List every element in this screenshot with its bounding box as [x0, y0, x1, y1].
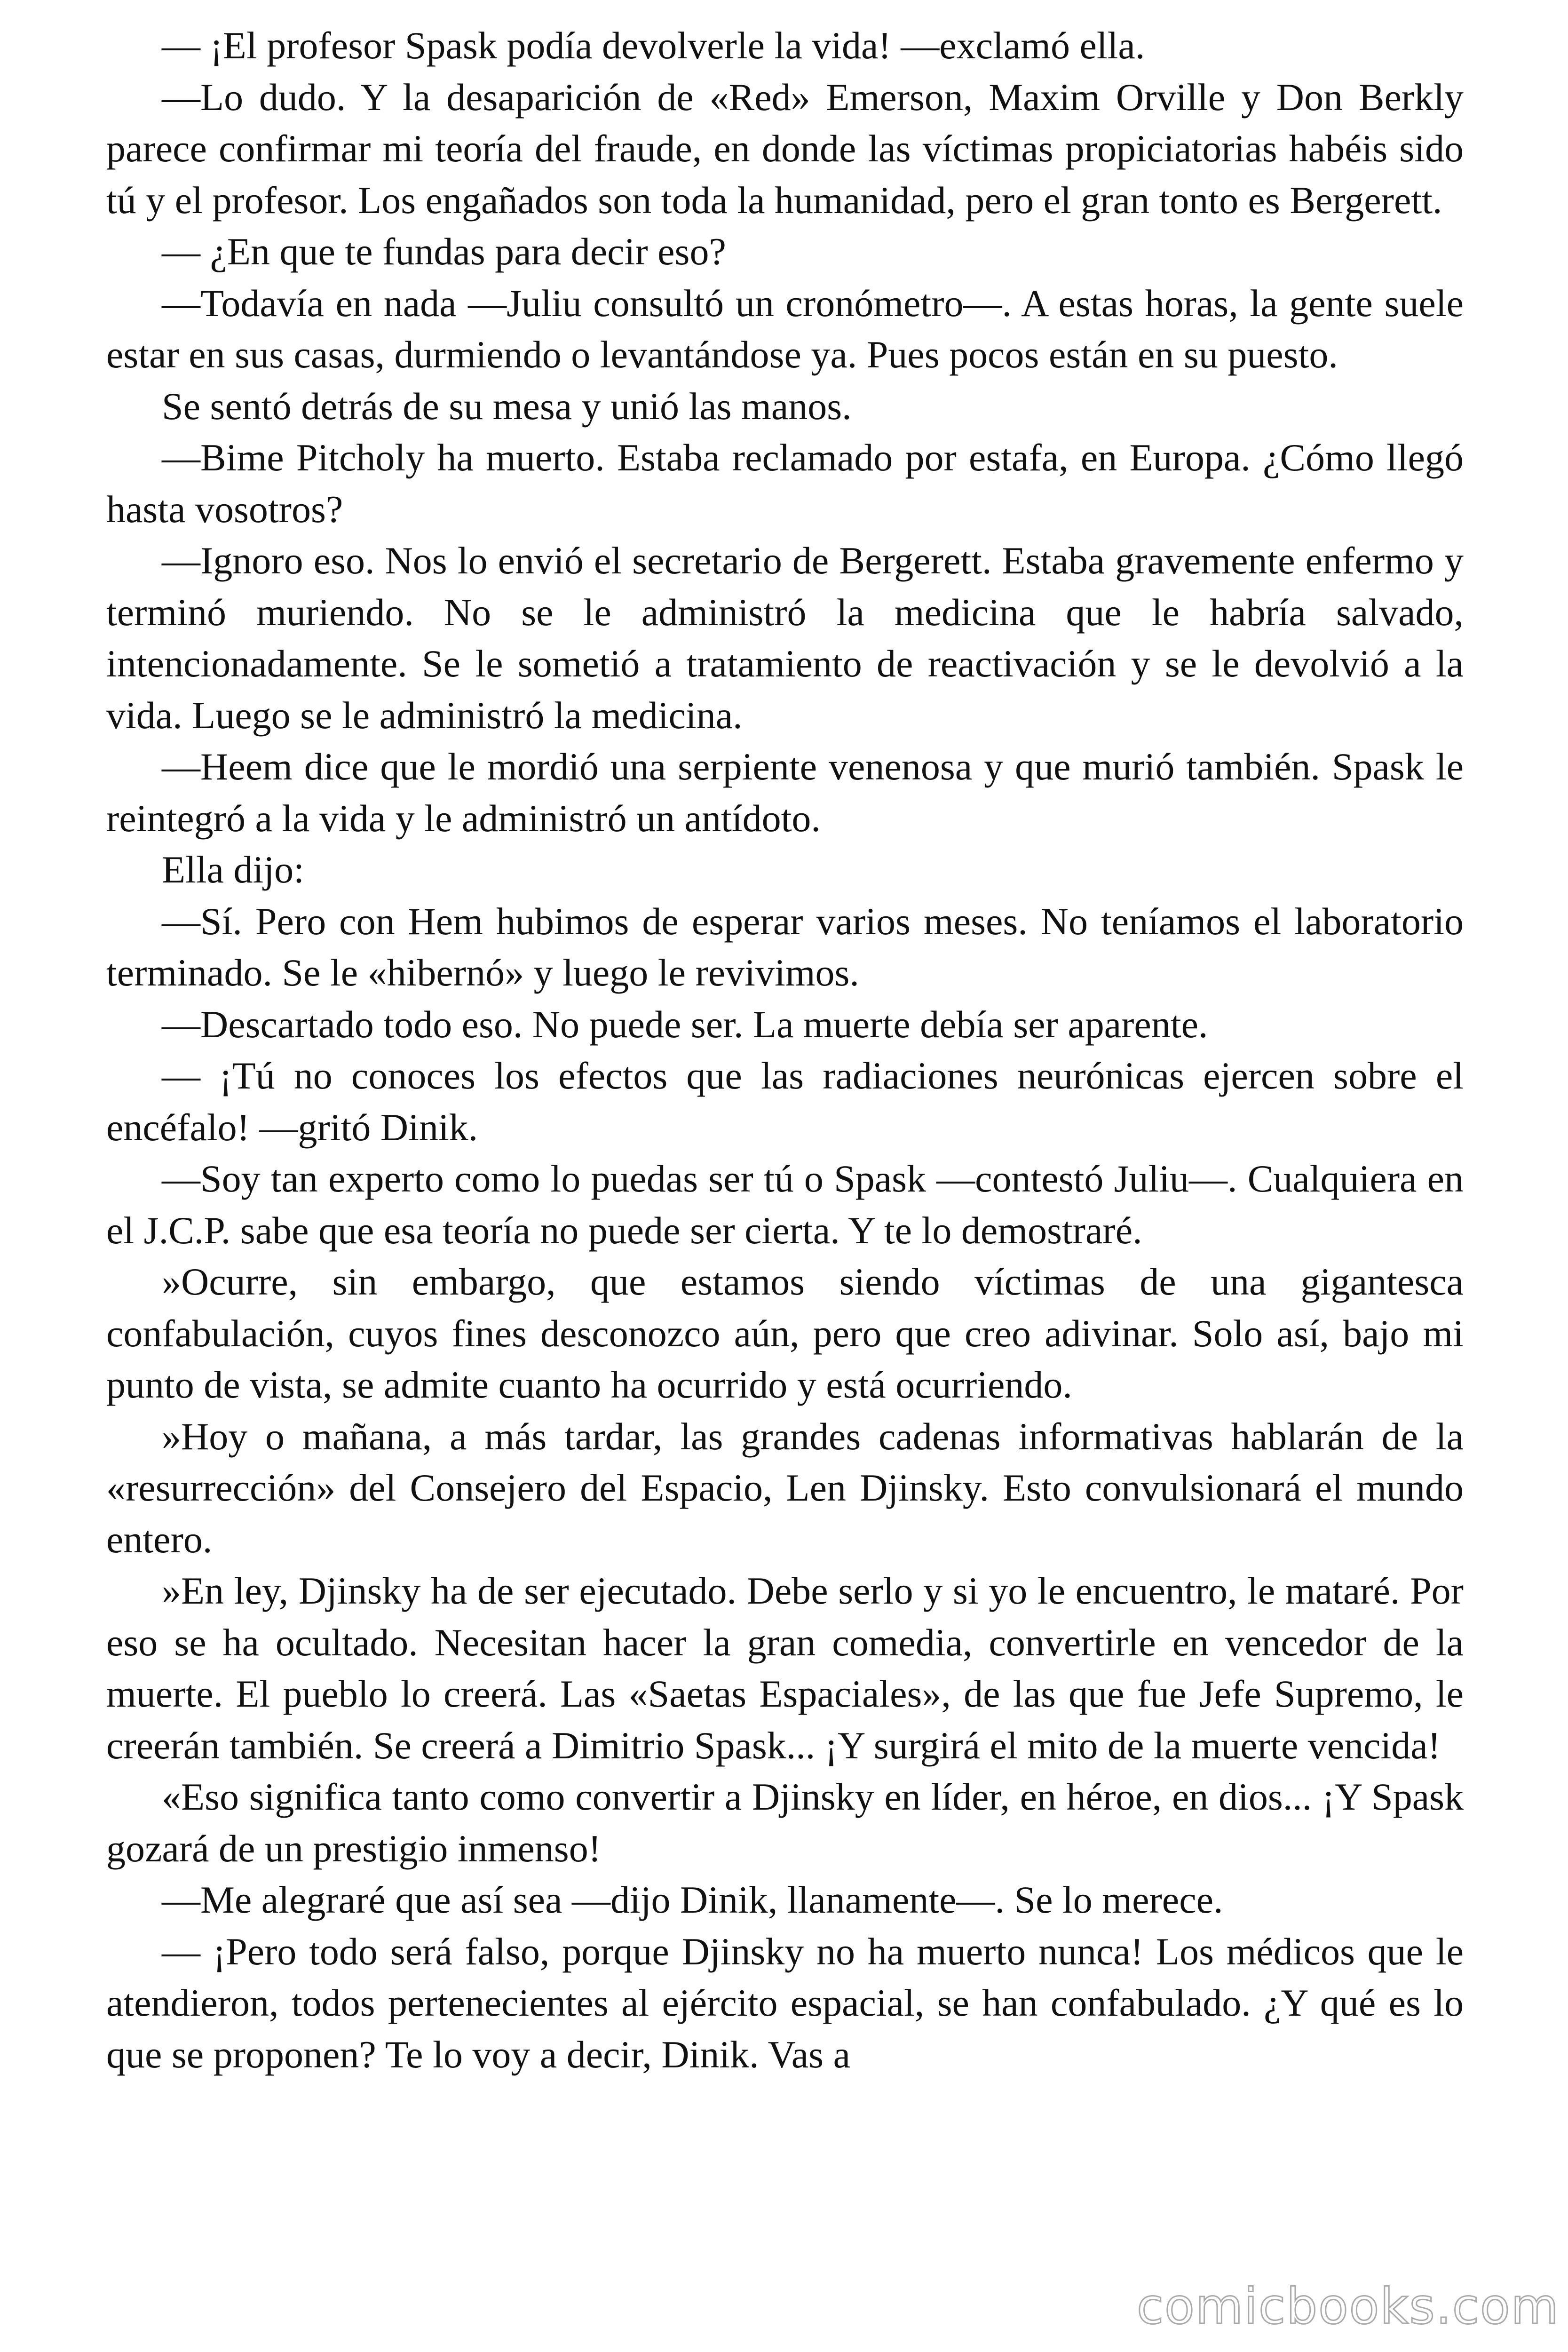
watermark: comicbooks.com — [1136, 2278, 1560, 2335]
paragraph: —Sí. Pero con Hem hubimos de esperar varios meses. No teníamos el laboratorio terminado. Se le «hibernó» y luego le revivimos. — [106, 899, 1464, 994]
paragraph: —Descartado todo eso. No puede ser. La muerte debía ser aparente. — [162, 1002, 1208, 1046]
paragraph: »En ley, Djinsky ha de ser ejecutado. Debe serlo y si yo le encuentro, le mataré. Por eso se ha ocultado. Necesitan hacer la gran comedia, convertirle en vencedor de la muerte. El pueblo lo creerá. Las «Saetas Espaciales», de las que fue Jefe Supremo, le creerán también. Se creerá a Dimitrio Spask... ¡Y surgirá el mito de la muerte vencida! — [106, 1569, 1464, 1767]
paragraph: »Ocurre, sin embargo, que estamos siendo víctimas de una gigantesca confabulación, cuyos fines desconozco aún, pero que creo adivinar. Solo así, bajo mi punto de vista, se admite cuanto ha ocurrido y está ocurriendo. — [106, 1260, 1464, 1406]
paragraph: —Todavía en nada —Juliu consultó un cronómetro—. A estas horas, la gente suele estar en sus casas, durmiendo o levantándose ya. Pues pocos están en su puesto. — [106, 281, 1464, 376]
paragraph: «Eso significa tanto como convertir a Djinsky en líder, en héroe, en dios... ¡Y Spask gozará de un prestigio inmenso! — [106, 1775, 1464, 1870]
paragraph: — ¿En que te fundas para decir eso? — [162, 230, 726, 273]
paragraph: Ella dijo: — [162, 848, 304, 891]
paragraph: Se sentó detrás de su mesa y unió las manos. — [162, 384, 852, 428]
paragraph: —Heem dice que le mordió una serpiente venenosa y que murió también. Spask le reintegró a la vida y le administró un antídoto. — [106, 745, 1464, 840]
book-page-text — [106, 20, 1464, 2080]
paragraph: —Me alegraré que así sea —dijo Dinik, llanamente—. Se lo merece. — [162, 1878, 1223, 1921]
paragraph: —Ignoro eso. Nos lo envió el secretario de Bergerett. Estaba gravemente enfermo y terminó muriendo. No se le administró la medicina que le habría salvado, intencionadamente. Se le sometió a tratamiento de reactivación y se le devolvió a la vida. Luego se le administró la medicina. — [106, 539, 1464, 737]
paragraph: — ¡Tú no conoces los efectos que las radiaciones neurónicas ejercen sobre el encéfalo! —gritó Dinik. — [106, 1054, 1464, 1149]
paragraph: —Bime Pitcholy ha muerto. Estaba reclamado por estafa, en Europa. ¿Cómo llegó hasta vosotros? — [106, 436, 1464, 531]
paragraph: — ¡Pero todo será falso, porque Djinsky no ha muerto nunca! Los médicos que le atendieron, todos pertenecientes al ejército espacial, se han confabulado. ¿Y qué es lo que se proponen? Te lo voy a decir, Dinik. Vas a — [106, 1930, 1464, 2076]
paragraph: —Lo dudo. Y la desaparición de «Red» Emerson, Maxim Orville y Don Berkly parece confirmar mi teoría del fraude, en donde las víctimas propiciatorias habéis sido tú y el profesor. Los engañados son toda la humanidad, pero el gran tonto es Bergerett. — [106, 75, 1464, 222]
paragraph: —Soy tan experto como lo puedas ser tú o Spask —contestó Juliu—. Cualquiera en el J.C.P. sabe que esa teoría no puede ser cierta. Y te lo demostraré. — [106, 1157, 1464, 1252]
paragraph: — ¡El profesor Spask podía devolverle la vida! —exclamó ella. — [162, 24, 1145, 67]
paragraph: »Hoy o mañana, a más tardar, las grandes cadenas informativas hablarán de la «resurrección» del Consejero del Espacio, Len Djinsky. Esto convulsionará el mundo entero. — [106, 1414, 1464, 1561]
